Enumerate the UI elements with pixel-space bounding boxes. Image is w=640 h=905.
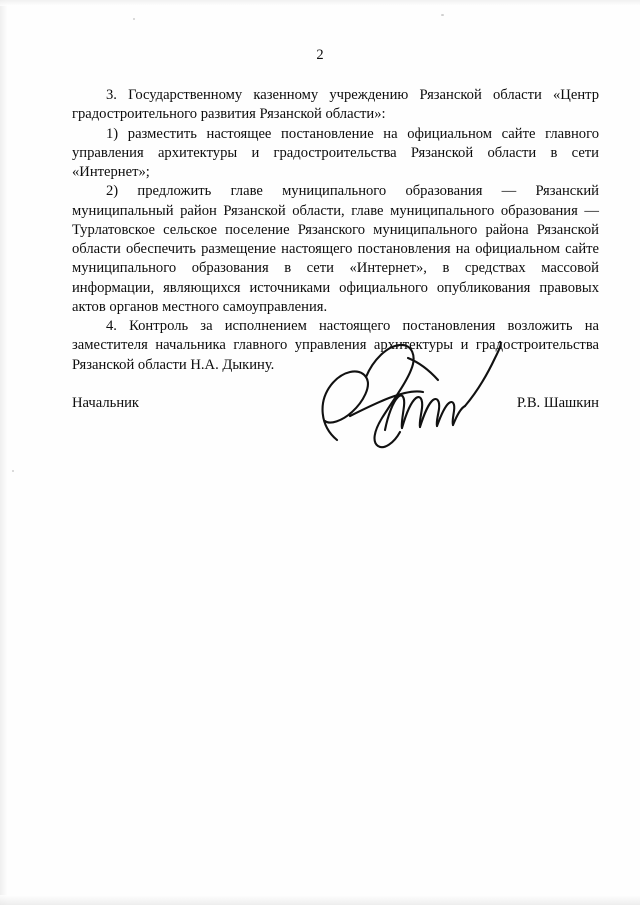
paragraph-3-2: 2) предложить главе муниципального образования — Рязанский муниципальный район Рязанской области, главе муниципального образования — Турлатовское сельское поселение Рязанского муниципального района Рязанской области обеспечить размещение настоящего постановления на официальном сайте муниципального образования в сети «Интернет», в средствах массовой информации, являющихся источниками официального опубликования правовых актов органов местного самоуправления.: [72, 183, 599, 315]
page-edge-shadow-bottom: [0, 895, 640, 905]
paragraph-3: 3. Государственному казенному учреждению Рязанской области «Центр градостроительного развития Рязанской области»:: [72, 87, 599, 123]
signer-position-title: Начальник: [72, 395, 140, 411]
signature-block: [72, 395, 599, 412]
page-number: 2: [316, 47, 324, 63]
paragraph-4: 4. Контроль за исполнением настоящего постановления возложить на заместителя начальника главного управления архитектуры и градостроительства Рязанской области Н.А. Дыкину.: [72, 318, 599, 373]
scan-speck: [133, 18, 135, 20]
paragraph-3-1: 1) разместить настоящее постановление на официальном сайте главного управления архитектуры и градостроительства Рязанской области в сети «Интернет»;: [72, 125, 599, 180]
document-body: [72, 86, 599, 375]
scan-speck: [441, 14, 444, 16]
page-edge-shadow-left: [0, 0, 8, 905]
page-edge-shadow-top: [0, 0, 640, 6]
signer-name: Р.В. Шашкин: [516, 395, 599, 411]
scan-speck: [12, 470, 14, 472]
